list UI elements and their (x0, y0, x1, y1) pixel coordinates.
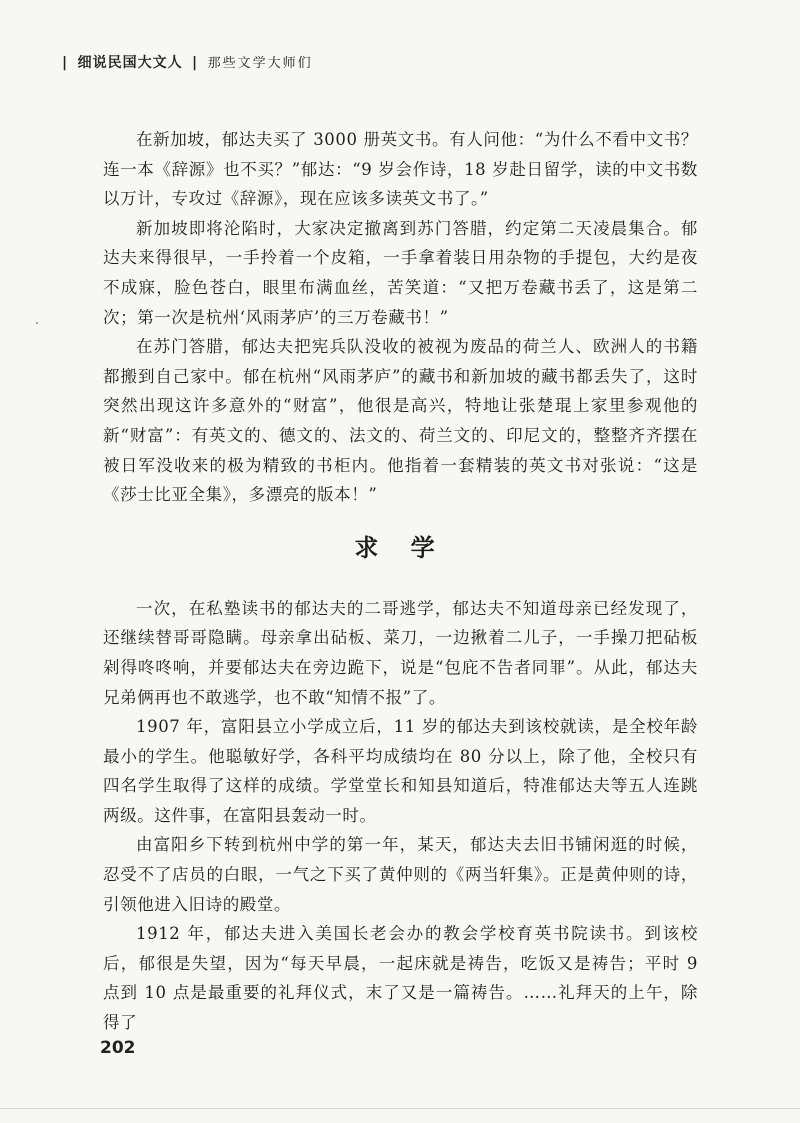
running-header (58, 52, 313, 72)
body-paragraph: 在新加坡，郁达夫买了 3000 册英文书。有人问他：“为什么不看中文书？连一本《辞源》也不买？”郁达：“9 岁会作诗，18 岁赴日留学，读的中文书数以万计，专攻过《辞源》，现在应该多读英文书了。” (103, 130, 698, 209)
page-number: 202 (100, 1038, 136, 1058)
header-divider: | (62, 55, 69, 71)
header-divider: | (192, 55, 199, 71)
book-title: 细说民国大文人 (77, 55, 183, 71)
scan-edge-line (0, 1108, 800, 1109)
chapter-title: 那些文学大师们 (207, 56, 313, 71)
body-paragraph: 1907 年，富阳县立小学成立后，11 岁的郁达夫到该校就读，是全校年龄最小的学生。他聪敏好学，各科平均成绩均在 80 分以上，除了他，全校只有四名学生取得了这样的成绩。学堂堂长和知县知道后，特准郁达夫等五人连跳两级。这件事，在富阳县轰动一时。 (103, 717, 698, 825)
page-body (103, 125, 698, 1038)
body-paragraph: 由富阳乡下转到杭州中学的第一年，某天，郁达夫去旧书铺闲逛的时候，忍受不了店员的白眼，一气之下买了黄仲则的《两当轩集》。正是黄仲则的诗，引领他进入旧诗的殿堂。 (103, 835, 698, 914)
body-paragraph: 1912 年，郁达夫进入美国长老会办的教会学校育英书院读书。到该校后，郁很是失望，因为“每天早晨，一起床就是祷告，吃饭又是祷告；平时 9 点到 10 点是最重要的礼拜仪式，末了又是一篇祷告。……礼拜天的上午，除得了 (103, 924, 698, 1033)
margin-speck (36, 322, 38, 324)
body-paragraph: 一次，在私塾读书的郁达夫的二哥逃学，郁达夫不知道母亲已经发现了，还继续替哥哥隐瞒。母亲拿出砧板、菜刀，一边揪着二儿子，一手操刀把砧板剁得咚咚响，并要郁达夫在旁边跪下，说是“包庇不告者同罪”。从此，郁达夫兄弟俩再也不敢逃学，也不敢“知情不报”了。 (103, 598, 698, 707)
body-paragraph: 新加坡即将沦陷时，大家决定撤离到苏门答腊，约定第二天凌晨集合。郁达夫来得很早，一手拎着一个皮箱，一手拿着装日用杂物的手提包，大约是夜不成寐，脸色苍白，眼里布满血丝，苦笑道：“又把万卷藏书丢了，这是第二次；第一次是杭州‘风雨茅庐’的三万卷藏书！” (103, 218, 698, 327)
section-heading: 求 学 (354, 532, 447, 562)
body-paragraph: 在苏门答腊，郁达夫把宪兵队没收的被视为废品的荷兰人、欧洲人的书籍都搬到自己家中。郁在杭州“风雨茅庐”的藏书和新加坡的藏书都丢失了，这时突然出现这许多意外的“财富”，他很是高兴，特地让张楚琨上家里参观他的新“财富”：有英文的、德文的、法文的、荷兰文的、印尼文的，整整齐齐摆在被日军没收来的极为精致的书柜内。他指着一套精装的英文书对张说：“这是《莎士比亚全集》，多漂亮的版本！” (103, 337, 698, 505)
